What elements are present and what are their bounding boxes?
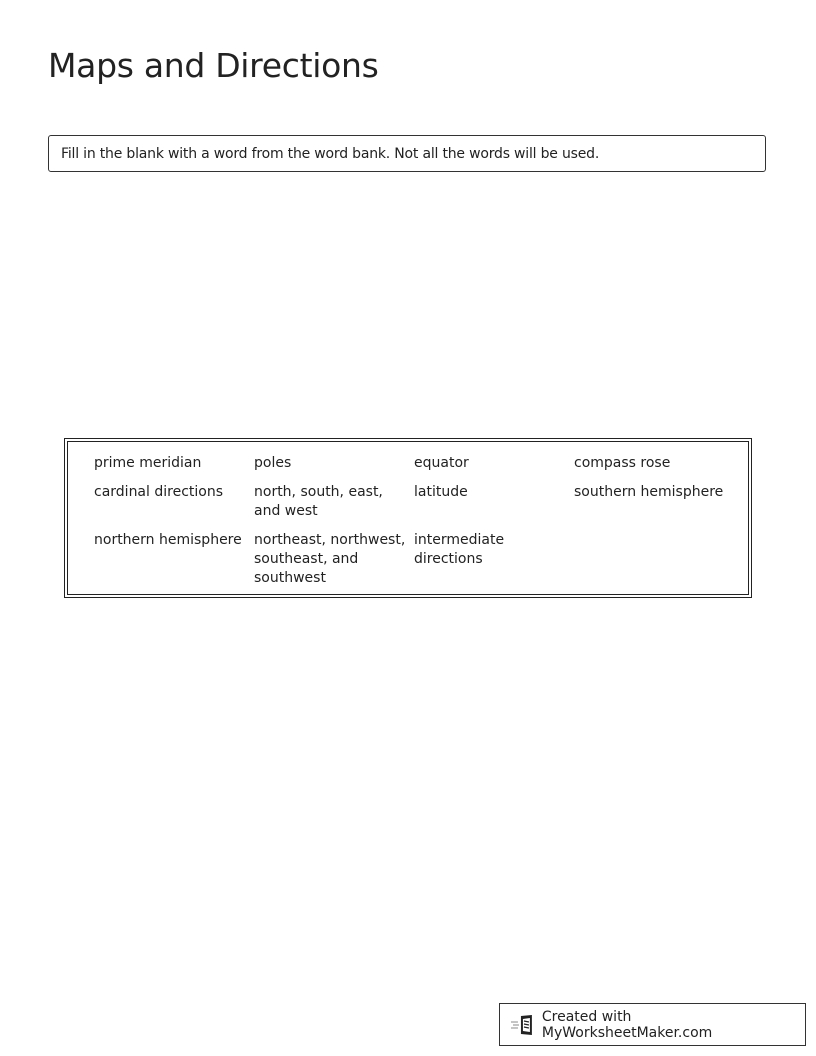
word-bank-item: cardinal directions — [94, 484, 224, 500]
word-bank-item: prime meridian — [94, 455, 202, 471]
word-bank-item: compass rose — [574, 455, 671, 471]
footer-text: Created with MyWorksheetMaker.com — [541, 1008, 713, 1041]
word-bank-item — [574, 531, 754, 588]
word-bank-item: northern hemisphere — [94, 532, 242, 548]
word-bank-item: equator — [414, 455, 469, 471]
word-bank-item: north, south, east, and west — [254, 484, 383, 519]
page-title: Maps and Directions — [48, 46, 379, 85]
footer-credit[interactable] — [499, 1003, 806, 1046]
word-bank-item: latitude — [414, 484, 468, 500]
word-bank-item: northeast, northwest, southeast, and southwest — [254, 532, 406, 586]
word-bank-item: intermediate directions — [414, 532, 505, 567]
word-bank — [64, 438, 752, 598]
word-bank-item: poles — [254, 455, 292, 471]
word-bank-grid — [94, 454, 748, 588]
worksheet-maker-logo-icon — [510, 1014, 536, 1036]
word-bank-item: southern hemisphere — [574, 484, 724, 500]
instructions-box: Fill in the blank with a word from the word bank. Not all the words will be used. — [48, 135, 766, 172]
